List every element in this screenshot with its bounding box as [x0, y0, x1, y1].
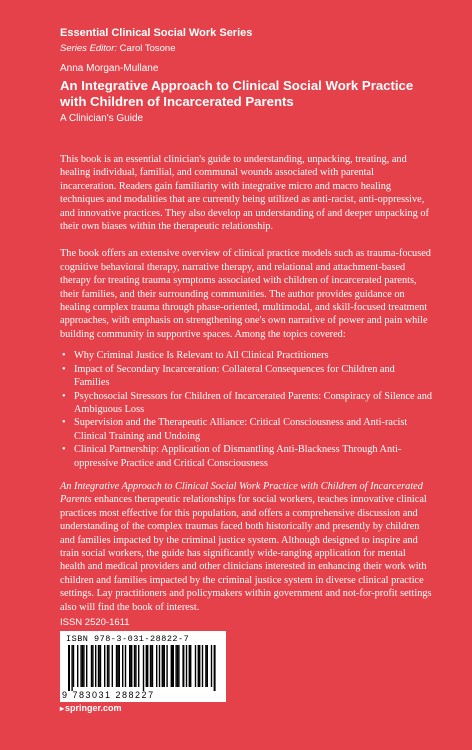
series-editor-name: Carol Tosone	[119, 43, 176, 54]
topic-item: • Why Criminal Justice Is Relevant to All Clinical Practitioners	[72, 349, 432, 362]
publisher-link[interactable]	[60, 703, 122, 713]
barcode-box	[60, 631, 226, 702]
author-name: Anna Morgan-Mullane	[60, 63, 159, 74]
blurb-paragraph-2: The book offers an extensive overview of clinical practice models such as trauma-focused cognitive behavioral therapy, narrative therapy, and relational and attachment-based therapy for treating trauma symptoms associated with children of incarcerated parents, their families, and their surrounding communities. The author provides guidance on healing complex trauma through phase-oriented, multimodal, and skill-focused treatment approaches, with emphasis on strengthening one's own narrative of power and pain while building community in supportive spaces. Among the topics covered:	[60, 248, 431, 340]
barcode-image	[66, 645, 220, 691]
blurb	[60, 153, 432, 628]
book-title: An Integrative Approach to Clinical Social Work Practice with Children of Incarcerated Parents	[60, 78, 414, 109]
topic-item: • Impact of Secondary Incarceration: Collateral Consequences for Children and Families	[72, 363, 432, 390]
blurb-paragraph-1: This book is an essential clinician's guide to understanding, unpacking, treating, and healing individual, familial, and communal wounds associated with parental incarceration. Readers gain familiarity with integrative micro and macro healing techniques and modalities that are currently being utilized as anti-racist, anti-oppressive, and innovative practices. They also develop an understanding of and deeper unpacking of their own biases within the therapeutic relationship.	[60, 154, 429, 233]
topic-item: • Psychosocial Stressors for Children of Incarcerated Parents: Conspiracy of Silence and Ambiguous Loss	[72, 390, 432, 417]
closing-italic-title: An Integrative Approach to Clinical Social Work Practice with Children of Incarcerated Parents	[60, 480, 423, 506]
isbn-text: ISBN 978-3-031-28822-7	[66, 634, 190, 644]
publisher-url: springer.com	[65, 703, 122, 713]
arrow-icon: ▸	[60, 704, 65, 713]
book-subtitle: A Clinician's Guide	[60, 113, 144, 124]
issn: ISSN 2520-1611	[60, 617, 130, 628]
ean-number: 9 783031 288227	[62, 690, 155, 700]
blurb-closing	[60, 480, 432, 614]
closing-text: enhances therapeutic relationships for social workers, teaches innovative clinical practices most effective for this population, and offers a comprehensive discussion and understanding of the complex traumas faced both historically and presently by children and families impacted by the criminal justice system. Although designed to inspire and train social workers, the guide has significantly wide-ranging application for mental health and medical providers and other clinicians interested in enhancing their work with children and families impacted by the criminal justice system in diverse clinical practice settings. Lay practitioners and policymakers within government and not-for-profit settings also will find the book of interest.	[60, 494, 432, 613]
topics-list	[60, 349, 432, 470]
topic-item: • Supervision and the Therapeutic Alliance: Critical Consciousness and Anti-racist Clinical Training and Undoing	[72, 416, 432, 443]
series-editor-label: Series Editor:	[60, 43, 118, 54]
topic-item: • Clinical Partnership: Application of Dismantling Anti-Blackness Through Anti-oppressive Practice and Critical Consciousness	[72, 443, 432, 470]
series-name: Essential Clinical Social Work Series	[60, 27, 253, 39]
series-editor	[60, 43, 175, 54]
